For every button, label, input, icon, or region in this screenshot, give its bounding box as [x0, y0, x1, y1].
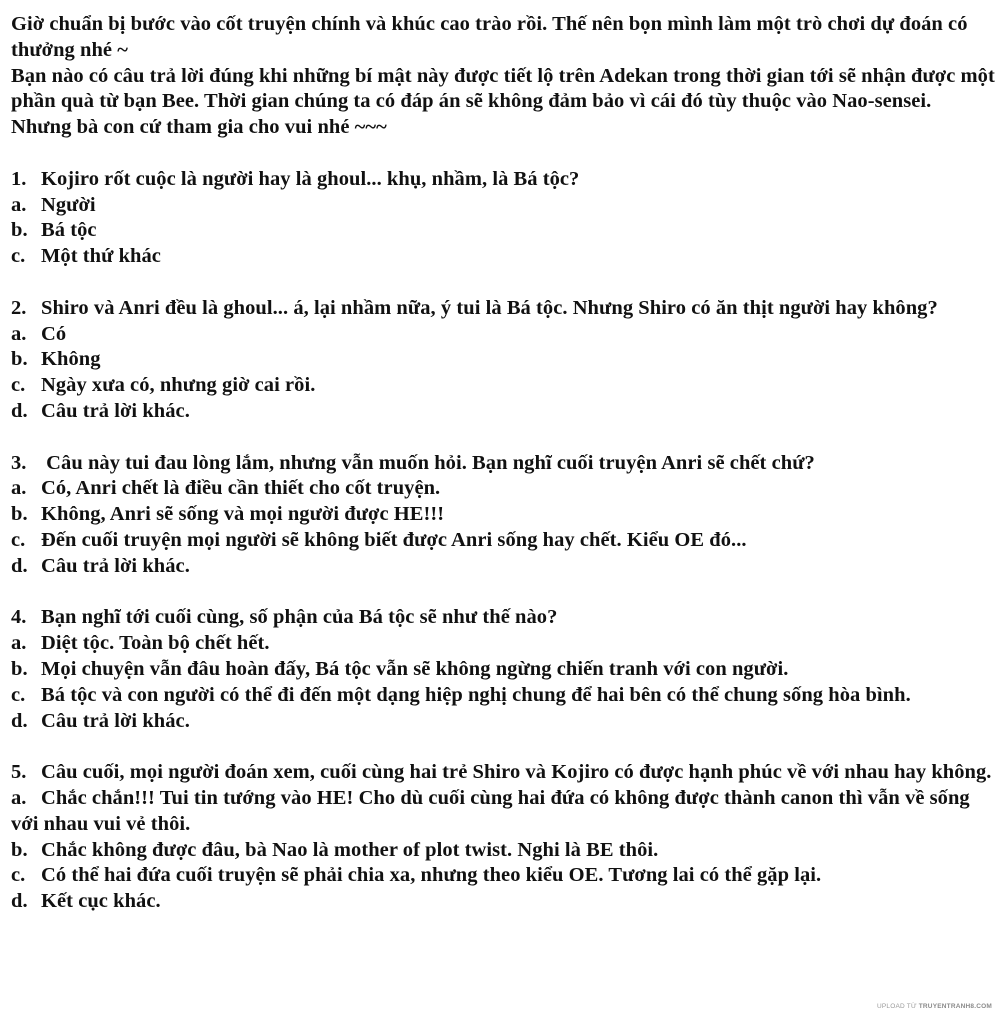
option-b: b. Không: [11, 347, 996, 373]
option-a: a. Có, Anri chết là điều cần thiết cho cốt truyện.: [11, 476, 996, 502]
spacer: [11, 734, 996, 760]
option-d: d. Câu trả lời khác.: [11, 554, 996, 580]
option-label: b.: [11, 503, 28, 526]
option-label: d.: [11, 399, 28, 422]
question-text: 4. Bạn nghĩ tới cuối cùng, số phận của Bá tộc sẽ như thế nào?: [11, 605, 996, 631]
option-c: c. Đến cuối truyện mọi người sẽ không biết được Anri sống hay chết. Kiểu OE đó...: [11, 528, 996, 554]
option-label: d.: [11, 890, 28, 913]
option-label: a.: [11, 786, 27, 809]
option-a: a. Chắc chắn!!! Tui tin tướng vào HE! Cho dù cuối cùng hai đứa có không được thành canon thì vẫn về sống với nhau vui vẻ thôi.: [11, 786, 970, 835]
watermark-prefix: UPLOAD TỪ: [876, 1003, 919, 1010]
intro-paragraph-1: Giờ chuẩn bị bước vào cốt truyện chính và khúc cao trào rồi. Thế nên bọn mình làm một trò chơi dự đoán có thưởng nhé ~: [11, 13, 968, 61]
question-2: [11, 296, 996, 425]
document-page: [11, 12, 996, 915]
question-5: [11, 760, 996, 915]
spacer: [11, 141, 996, 167]
option-b: b. Không, Anri sẽ sống và mọi người được HE!!!: [11, 502, 996, 528]
option-d: d. Kết cục khác.: [11, 889, 996, 915]
option-b: b. Bá tộc: [11, 218, 996, 244]
question-number: 2.: [11, 296, 27, 319]
option-label: c.: [11, 864, 26, 887]
question-text: 3. Câu này tui đau lòng lắm, nhưng vẫn muốn hỏi. Bạn nghĩ cuối truyện Anri sẽ chết chứ?: [11, 451, 996, 477]
spacer: [11, 270, 996, 296]
option-label: a.: [11, 193, 27, 216]
option-label: a.: [11, 632, 27, 655]
upload-watermark: [877, 1003, 992, 1010]
option-label: c.: [11, 683, 26, 706]
option-label: c.: [11, 245, 26, 268]
option-c: c. Một thứ khác: [11, 244, 996, 270]
option-a: a. Diệt tộc. Toàn bộ chết hết.: [11, 631, 996, 657]
option-label: b.: [11, 838, 28, 861]
question-number: 4.: [11, 606, 27, 629]
spacer: [11, 580, 996, 606]
question-number: 1.: [11, 167, 27, 190]
option-label: c.: [11, 528, 26, 551]
question-4: [11, 605, 996, 734]
question-text: 1. Kojiro rốt cuộc là người hay là ghoul... khụ, nhầm, là Bá tộc?: [11, 167, 996, 193]
watermark-site: TRUYENTRANH8.COM: [918, 1003, 992, 1010]
option-c: c. Có thể hai đứa cuối truyện sẽ phải chia xa, nhưng theo kiểu OE. Tương lai có thể gặp lại.: [11, 863, 996, 889]
question-3: [11, 451, 996, 580]
question-number: 5.: [11, 761, 27, 784]
option-label: a.: [11, 322, 27, 345]
option-d: d. Câu trả lời khác.: [11, 399, 996, 425]
option-c: c. Ngày xưa có, nhưng giờ cai rồi.: [11, 373, 996, 399]
option-c: c. Bá tộc và con người có thể đi đến một dạng hiệp nghị chung để hai bên có thể chung sống hòa bình.: [11, 683, 996, 709]
intro-paragraph-2: Bạn nào có câu trả lời đúng khi những bí mật này được tiết lộ trên Adekan trong thời gian tới sẽ nhận được một phần quà từ bạn Bee. Thời gian chúng ta có đáp án sẽ không đảm bảo vì cái đó tùy thuộc vào Nao-sensei. Nhưng bà con cứ tham gia cho vui nhé ~~~: [11, 64, 995, 139]
question-number: 3.: [11, 451, 27, 474]
option-a: a. Có: [11, 322, 996, 348]
option-label: a.: [11, 477, 27, 500]
option-b: b. Chắc không được đâu, bà Nao là mother of plot twist. Nghi là BE thôi.: [11, 838, 996, 864]
question-text: 5. Câu cuối, mọi người đoán xem, cuối cùng hai trẻ Shiro và Kojiro có được hạnh phúc về với nhau hay không.: [11, 760, 996, 786]
option-label: b.: [11, 219, 28, 242]
question-text: 2. Shiro và Anri đều là ghoul... á, lại nhầm nữa, ý tui là Bá tộc. Nhưng Shiro có ăn thịt người hay không?: [11, 296, 996, 322]
question-1: [11, 167, 996, 270]
option-d: d. Câu trả lời khác.: [11, 709, 996, 735]
option-label: d.: [11, 554, 28, 577]
spacer: [11, 425, 996, 451]
option-label: d.: [11, 709, 28, 732]
option-label: c.: [11, 374, 26, 397]
option-b: b. Mọi chuyện vẫn đâu hoàn đấy, Bá tộc vẫn sẽ không ngừng chiến tranh với con người.: [11, 657, 996, 683]
option-a: a. Người: [11, 193, 996, 219]
option-label: b.: [11, 657, 28, 680]
option-label: b.: [11, 348, 28, 371]
